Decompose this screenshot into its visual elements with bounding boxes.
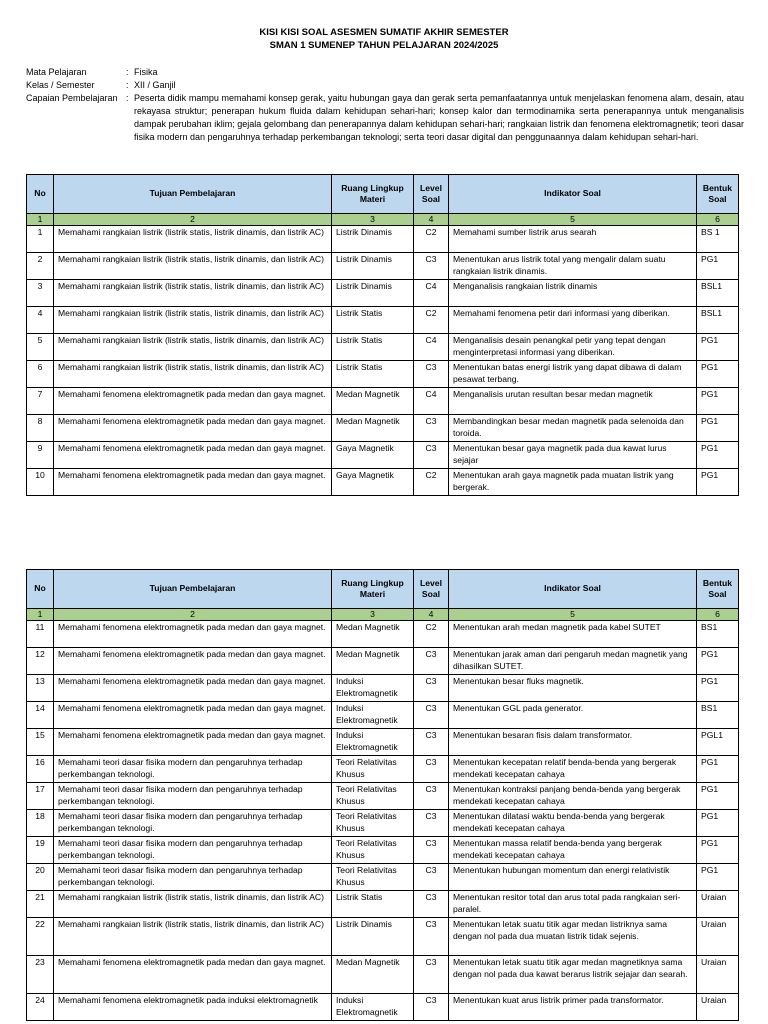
table-row [27, 648, 739, 675]
cell-ruang: Listrik Dinamis [332, 253, 414, 280]
cell-indikator: Menentukan besaran fisis dalam transformator. [449, 729, 697, 756]
cell-indikator: Menentukan GGL pada generator. [449, 702, 697, 729]
cell-tujuan: Memahami fenomena elektromagnetik pada medan dan gaya magnet. [54, 729, 332, 756]
cell-no: 6 [27, 361, 54, 388]
cell-indikator: Menganalisis urutan resultan besar medan magnetik [449, 388, 697, 415]
table-2-body [27, 621, 739, 1021]
col-header-ruang: Ruang Lingkup Materi [332, 570, 414, 609]
cell-level: C2 [414, 621, 449, 648]
cell-ruang: Listrik Statis [332, 334, 414, 361]
cell-no: 15 [27, 729, 54, 756]
cell-ruang: Medan Magnetik [332, 621, 414, 648]
cell-tujuan: Memahami fenomena elektromagnetik pada induksi elektromagnetik [54, 994, 332, 1021]
kisi-table-2 [26, 569, 739, 1021]
table-row [27, 226, 739, 253]
cell-bentuk: PG1 [697, 783, 739, 810]
cell-ruang: Medan Magnetik [332, 415, 414, 442]
meta-row-kelas [26, 79, 744, 92]
cell-no: 5 [27, 334, 54, 361]
cell-ruang: Listrik Dinamis [332, 280, 414, 307]
table-row [27, 891, 739, 918]
cell-tujuan: Memahami fenomena elektromagnetik pada medan dan gaya magnet. [54, 442, 332, 469]
cell-indikator: Menentukan letak suatu titik agar medan listriknya sama dengan nol pada dua muatan listrik tidak sejenis. [449, 918, 697, 956]
cell-ruang: Listrik Dinamis [332, 918, 414, 956]
cell-tujuan: Memahami teori dasar fisika modern dan pengaruhnya terhadap perkembangan teknologi. [54, 837, 332, 864]
col-header-ruang: Ruang Lingkup Materi [332, 175, 414, 214]
cell-indikator: Memahami sumber listrik arus searah [449, 226, 697, 253]
cell-no: 11 [27, 621, 54, 648]
cell-tujuan: Memahami teori dasar fisika modern dan pengaruhnya terhadap perkembangan teknologi. [54, 783, 332, 810]
cell-bentuk: Uraian [697, 956, 739, 994]
cell-no: 21 [27, 891, 54, 918]
table-row [27, 729, 739, 756]
cell-no: 14 [27, 702, 54, 729]
kelas-label: Kelas / Semester [26, 80, 95, 90]
cell-bentuk: PG1 [697, 388, 739, 415]
cell-tujuan: Memahami teori dasar fisika modern dan pengaruhnya terhadap perkembangan teknologi. [54, 810, 332, 837]
table-row [27, 469, 739, 496]
table-row [27, 334, 739, 361]
cell-level: C3 [414, 918, 449, 956]
cell-no: 24 [27, 994, 54, 1021]
col-header-indikator: Indikator Soal [449, 570, 697, 609]
cell-bentuk: BS1 [697, 621, 739, 648]
mapel-label: Mata Pelajaran [26, 67, 87, 77]
cell-bentuk: PG1 [697, 415, 739, 442]
cell-indikator: Menentukan arah medan magnetik pada kabel SUTET [449, 621, 697, 648]
cell-bentuk: PG1 [697, 361, 739, 388]
cell-no: 3 [27, 280, 54, 307]
meta-separator: : [126, 80, 129, 90]
cell-bentuk: PG1 [697, 442, 739, 469]
capaian-label: Capaian Pembelajaran [26, 93, 118, 103]
cell-indikator: Menentukan dilatasi waktu benda-benda yang bergerak mendekati kecepatan cahaya [449, 810, 697, 837]
cell-ruang: Teori Relativitas Khusus [332, 864, 414, 891]
cell-bentuk: BSL1 [697, 307, 739, 334]
cell-tujuan: Memahami fenomena elektromagnetik pada medan dan gaya magnet. [54, 469, 332, 496]
cell-level: C3 [414, 837, 449, 864]
cell-ruang: Medan Magnetik [332, 388, 414, 415]
cell-bentuk: BSL1 [697, 280, 739, 307]
cell-ruang: Listrik Statis [332, 891, 414, 918]
table-row [27, 810, 739, 837]
cell-indikator: Menentukan letak suatu titik agar medan magnetiknya sama dengan nol pada dua kawat berarus listrik sejajar dan searah. [449, 956, 697, 994]
column-number: 4 [414, 609, 449, 621]
column-number: 4 [414, 214, 449, 226]
cell-bentuk: PG1 [697, 469, 739, 496]
cell-indikator: Menentukan kuat arus listrik primer pada transformator. [449, 994, 697, 1021]
table-header-row [27, 570, 739, 609]
cell-tujuan: Memahami rangkaian listrik (listrik statis, listrik dinamis, dan listrik AC) [54, 334, 332, 361]
cell-tujuan: Memahami fenomena elektromagnetik pada medan dan gaya magnet. [54, 675, 332, 702]
cell-ruang: Medan Magnetik [332, 648, 414, 675]
cell-indikator: Menentukan resitor total dan arus total pada rangkaian seri-paralel. [449, 891, 697, 918]
cell-indikator: Menentukan besar fluks magnetik. [449, 675, 697, 702]
cell-level: C3 [414, 648, 449, 675]
cell-no: 4 [27, 307, 54, 334]
cell-level: C3 [414, 864, 449, 891]
cell-no: 8 [27, 415, 54, 442]
meta-separator: : [126, 93, 129, 103]
cell-level: C2 [414, 307, 449, 334]
cell-level: C3 [414, 361, 449, 388]
cell-bentuk: PG1 [697, 675, 739, 702]
cell-ruang: Induksi Elektromagnetik [332, 675, 414, 702]
cell-tujuan: Memahami fenomena elektromagnetik pada medan dan gaya magnet. [54, 648, 332, 675]
cell-bentuk: Uraian [697, 891, 739, 918]
cell-level: C3 [414, 956, 449, 994]
cell-level: C3 [414, 675, 449, 702]
table-header-row [27, 175, 739, 214]
cell-bentuk: PG1 [697, 837, 739, 864]
cell-no: 16 [27, 756, 54, 783]
column-number: 6 [697, 214, 739, 226]
cell-bentuk: PG1 [697, 648, 739, 675]
cell-no: 17 [27, 783, 54, 810]
cell-ruang: Listrik Statis [332, 307, 414, 334]
cell-tujuan: Memahami rangkaian listrik (listrik statis, listrik dinamis, dan listrik AC) [54, 361, 332, 388]
cell-level: C3 [414, 810, 449, 837]
capaian-value: Peserta didik mampu memahami konsep gerak, yaitu hubungan gaya dan gerak serta pemanfaatannya untuk menjelaskan fenomena alam, desain, atau rekayasa struktur; penerapan hukum fluida dalam kehidupan sehari-hari; konsep kalor dan termodinamika serta penerapannya untuk menganalisis dampak perubahan iklim; gejala gelombang dan penerapannya dalam kehidupan sehari-hari; rangkaian listrik dan fenomena elektromagnetik; teori dasar fisika modern dan pengaruhnya terhadap perkembangan teknologi; serta teori dasar digital dan penggunaannya dalam kehidupan sehari-hari. [134, 93, 744, 142]
cell-level: C4 [414, 388, 449, 415]
table-row [27, 361, 739, 388]
cell-level: C4 [414, 280, 449, 307]
table-row [27, 253, 739, 280]
cell-indikator: Menentukan arah gaya magnetik pada muatan listrik yang bergerak. [449, 469, 697, 496]
cell-tujuan: Memahami fenomena elektromagnetik pada medan dan gaya magnet. [54, 621, 332, 648]
column-number: 6 [697, 609, 739, 621]
cell-ruang: Gaya Magnetik [332, 442, 414, 469]
cell-no: 20 [27, 864, 54, 891]
cell-bentuk: PGL1 [697, 729, 739, 756]
cell-level: C3 [414, 729, 449, 756]
cell-level: C3 [414, 702, 449, 729]
table-1-body [27, 226, 739, 496]
cell-ruang: Teori Relativitas Khusus [332, 837, 414, 864]
cell-no: 1 [27, 226, 54, 253]
cell-ruang: Teori Relativitas Khusus [332, 810, 414, 837]
col-header-no: No [27, 175, 54, 214]
column-number: 1 [27, 609, 54, 621]
column-number: 5 [449, 214, 697, 226]
table-row [27, 388, 739, 415]
cell-tujuan: Memahami rangkaian listrik (listrik statis, listrik dinamis, dan listrik AC) [54, 918, 332, 956]
column-number: 1 [27, 214, 54, 226]
cell-no: 19 [27, 837, 54, 864]
cell-level: C3 [414, 891, 449, 918]
cell-indikator: Membandingkan besar medan magnetik pada selenoida dan toroida. [449, 415, 697, 442]
table-row [27, 956, 739, 994]
cell-ruang: Listrik Dinamis [332, 226, 414, 253]
cell-tujuan: Memahami rangkaian listrik (listrik statis, listrik dinamis, dan listrik AC) [54, 891, 332, 918]
cell-tujuan: Memahami fenomena elektromagnetik pada medan dan gaya magnet. [54, 388, 332, 415]
cell-indikator: Memahami fenomena petir dari informasi yang diberikan. [449, 307, 697, 334]
cell-indikator: Menganalisis rangkaian listrik dinamis [449, 280, 697, 307]
cell-tujuan: Memahami rangkaian listrik (listrik statis, listrik dinamis, dan listrik AC) [54, 280, 332, 307]
cell-bentuk: PG1 [697, 253, 739, 280]
cell-indikator: Menentukan arus listrik total yang mengalir dalam suatu rangkaian listrik dinamis. [449, 253, 697, 280]
cell-indikator: Menentukan kontraksi panjang benda-benda yang bergerak mendekati kecepatan cahaya [449, 783, 697, 810]
table-row [27, 837, 739, 864]
table-row [27, 442, 739, 469]
cell-ruang: Induksi Elektromagnetik [332, 994, 414, 1021]
cell-tujuan: Memahami rangkaian listrik (listrik statis, listrik dinamis, dan listrik AC) [54, 253, 332, 280]
table-row [27, 918, 739, 956]
cell-level: C3 [414, 994, 449, 1021]
cell-tujuan: Memahami rangkaian listrik (listrik statis, listrik dinamis, dan listrik AC) [54, 226, 332, 253]
table-row [27, 756, 739, 783]
cell-no: 10 [27, 469, 54, 496]
cell-bentuk: PG1 [697, 334, 739, 361]
cell-tujuan: Memahami teori dasar fisika modern dan pengaruhnya terhadap perkembangan teknologi. [54, 756, 332, 783]
kisi-table-1 [26, 174, 739, 496]
kelas-value: XII / Ganjil [134, 80, 176, 90]
cell-level: C3 [414, 253, 449, 280]
column-number: 2 [54, 609, 332, 621]
column-number-row [27, 214, 739, 226]
cell-indikator: Menentukan massa relatif benda-benda yang bergerak mendekati kecepatan cahaya [449, 837, 697, 864]
column-number-row [27, 609, 739, 621]
cell-ruang: Teori Relativitas Khusus [332, 783, 414, 810]
meta-row-mapel [26, 66, 744, 79]
table-row [27, 675, 739, 702]
cell-bentuk: BS 1 [697, 226, 739, 253]
cell-no: 9 [27, 442, 54, 469]
cell-tujuan: Memahami teori dasar fisika modern dan pengaruhnya terhadap perkembangan teknologi. [54, 864, 332, 891]
cell-ruang: Teori Relativitas Khusus [332, 756, 414, 783]
cell-no: 23 [27, 956, 54, 994]
mapel-value: Fisika [134, 67, 158, 77]
col-header-bentuk: Bentuk Soal [697, 570, 739, 609]
cell-indikator: Menganalisis desain penangkal petir yang tepat dengan menginterpretasi informasi yang diberikan. [449, 334, 697, 361]
document-title [0, 26, 768, 52]
title-line-2: SMAN 1 SUMENEP TAHUN PELAJARAN 2024/2025 [269, 40, 499, 51]
cell-ruang: Induksi Elektromagnetik [332, 729, 414, 756]
col-header-tujuan: Tujuan Pembelajaran [54, 570, 332, 609]
cell-tujuan: Memahami fenomena elektromagnetik pada medan dan gaya magnet. [54, 702, 332, 729]
cell-no: 2 [27, 253, 54, 280]
cell-indikator: Menentukan batas energi listrik yang dapat dibawa di dalam pesawat terbang. [449, 361, 697, 388]
cell-no: 7 [27, 388, 54, 415]
cell-no: 12 [27, 648, 54, 675]
cell-indikator: Menentukan jarak aman dari pengaruh medan magnetik yang dihasilkan SUTET. [449, 648, 697, 675]
cell-bentuk: Uraian [697, 918, 739, 956]
cell-tujuan: Memahami fenomena elektromagnetik pada medan dan gaya magnet. [54, 415, 332, 442]
cell-bentuk: PG1 [697, 810, 739, 837]
col-header-level: Level Soal [414, 570, 449, 609]
table-row [27, 621, 739, 648]
cell-ruang: Medan Magnetik [332, 956, 414, 994]
col-header-level: Level Soal [414, 175, 449, 214]
cell-no: 13 [27, 675, 54, 702]
cell-indikator: Menentukan besar gaya magnetik pada dua kawat lurus sejajar [449, 442, 697, 469]
column-number: 3 [332, 609, 414, 621]
cell-level: C2 [414, 226, 449, 253]
column-number: 5 [449, 609, 697, 621]
col-header-bentuk: Bentuk Soal [697, 175, 739, 214]
cell-no: 18 [27, 810, 54, 837]
table-row [27, 415, 739, 442]
col-header-tujuan: Tujuan Pembelajaran [54, 175, 332, 214]
column-number: 2 [54, 214, 332, 226]
cell-indikator: Menentukan kecepatan relatif benda-benda yang bergerak mendekati kecepatan cahaya [449, 756, 697, 783]
cell-ruang: Induksi Elektromagnetik [332, 702, 414, 729]
column-number: 3 [332, 214, 414, 226]
cell-indikator: Menentukan hubungan momentum dan energi relativistik [449, 864, 697, 891]
table-row [27, 280, 739, 307]
table-row [27, 994, 739, 1021]
cell-no: 22 [27, 918, 54, 956]
cell-level: C3 [414, 415, 449, 442]
title-line-1: KISI KISI SOAL ASESMEN SUMATIF AKHIR SEMESTER [259, 27, 509, 38]
cell-tujuan: Memahami fenomena elektromagnetik pada medan dan gaya magnet. [54, 956, 332, 994]
cell-ruang: Listrik Statis [332, 361, 414, 388]
col-header-no: No [27, 570, 54, 609]
meta-separator: : [126, 67, 129, 77]
cell-bentuk: PG1 [697, 864, 739, 891]
cell-level: C3 [414, 783, 449, 810]
table-row [27, 702, 739, 729]
col-header-indikator: Indikator Soal [449, 175, 697, 214]
document-meta [26, 66, 744, 144]
cell-level: C4 [414, 334, 449, 361]
cell-level: C2 [414, 469, 449, 496]
cell-bentuk: BS1 [697, 702, 739, 729]
table-row [27, 307, 739, 334]
cell-ruang: Gaya Magnetik [332, 469, 414, 496]
cell-bentuk: PG1 [697, 756, 739, 783]
cell-bentuk: Uraian [697, 994, 739, 1021]
cell-level: C3 [414, 756, 449, 783]
cell-level: C3 [414, 442, 449, 469]
table-row [27, 864, 739, 891]
meta-row-capaian [26, 92, 744, 144]
table-row [27, 783, 739, 810]
cell-tujuan: Memahami rangkaian listrik (listrik statis, listrik dinamis, dan listrik AC) [54, 307, 332, 334]
